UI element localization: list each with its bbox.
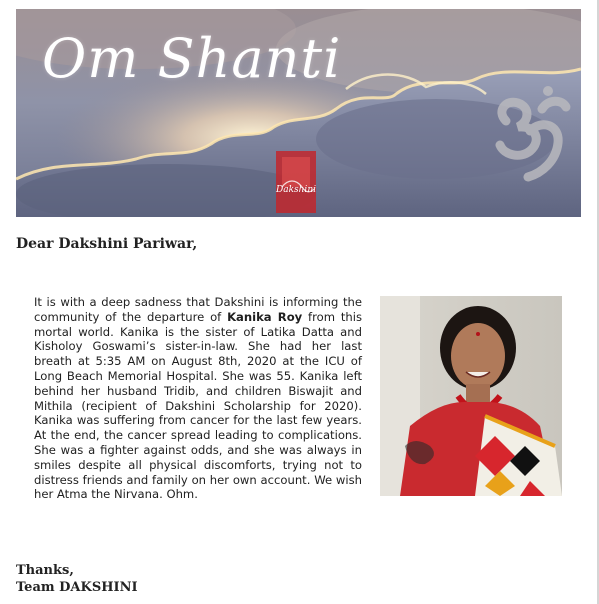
banner-image [16, 9, 581, 217]
portrait-illustration [380, 296, 562, 496]
banner-title: Om Shanti [42, 27, 342, 90]
message-intro: It is with a deep sadness that Dakshini is informing the community of the departure of [34, 295, 362, 324]
portrait-photo [380, 296, 562, 496]
deceased-name: Kanika Roy [227, 309, 303, 324]
signoff-thanks: Thanks, [16, 563, 74, 578]
signoff [16, 562, 138, 596]
greeting: Dear Dakshini Pariwar, [16, 236, 198, 252]
dakshini-logo [274, 149, 318, 215]
obituary-message [34, 295, 362, 502]
signoff-team: Team DAKSHINI [16, 580, 138, 595]
message-body: from this mortal world. Kanika is the sister of Latika Datta and Kisholoy Goswami’s sister-in-law. She had her last breath at 5:35 AM on August 8th, 2020 at the ICU of Long Beach Memorial Hospital. She was 55. Kanika left behind her husband Tridib, and children Biswajit and Mithila (recipient of Dakshini Scholarship for 2020). Kanika was suffering from cancer for the last few years. At the end, the cancer spread leading to complications. She was a fighter against odds, and she was always in smiles despite all physical discomforts, trying not to distress friends and family on her own account. We wish her Atma the Nirvana. Ohm. [34, 309, 362, 502]
logo-wordmark: Dakshini [275, 185, 316, 195]
om-icon [486, 81, 576, 197]
